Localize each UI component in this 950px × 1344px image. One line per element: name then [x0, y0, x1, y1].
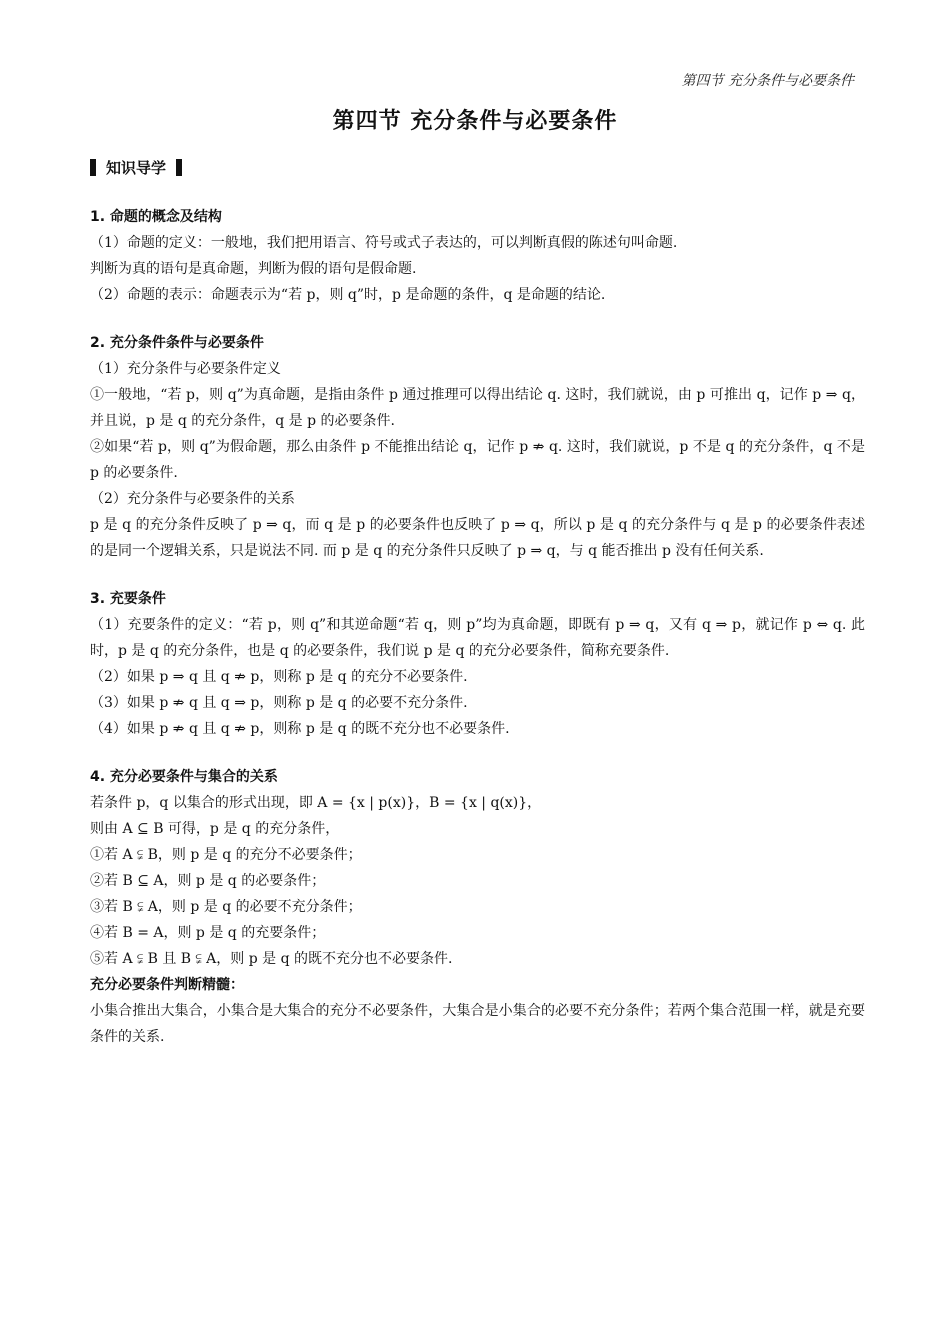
paragraph-line: （3）如果 p ⇏ q 且 q ⇒ p，则称 p 是 q 的必要不充分条件. — [90, 695, 468, 711]
section-3 — [90, 586, 865, 742]
content — [90, 198, 865, 1072]
section-heading: 1. 命题的概念及结构 — [90, 209, 222, 225]
section-heading: 4. 充分必要条件与集合的关系 — [90, 769, 278, 785]
right-bar-icon — [176, 159, 182, 176]
essence-label: 充分必要条件判断精髓： — [90, 977, 244, 993]
section-heading: 3. 充要条件 — [90, 591, 166, 607]
list-item: ③若 B ⫋ A，则 p 是 q 的必要不充分条件； — [90, 899, 362, 915]
paragraph-line: 若条件 p，q 以集合的形式出现，即 A = {x | p(x)}，B = {x | q(x)}， — [90, 795, 542, 811]
paragraph-line: （2）命题的表示：命题表示为“若 p，则 q”时，p 是命题的条件，q 是命题的结论. — [90, 287, 606, 303]
list-item: ④若 B = A，则 p 是 q 的充要条件； — [90, 925, 326, 941]
paragraph-line: 判断为真的语句是真命题，判断为假的语句是假命题. — [90, 261, 417, 277]
paragraph-line: （1）充分条件与必要条件定义 — [90, 361, 281, 377]
section-4 — [90, 764, 865, 1050]
page-title: 第四节 充分条件与必要条件 — [332, 109, 618, 134]
paragraph: ①一般地，“若 p，则 q”为真命题，是指由条件 p 通过推理可以得出结论 q. 这时，我们就说，由 p 可推出 q，记作 p ⇒ q，并且说，p 是 q 的充分条件，q 是 p 的必要条件. — [90, 387, 865, 429]
left-bar-icon — [90, 159, 96, 176]
paragraph: （1）充要条件的定义：“若 p，则 q”和其逆命题“若 q，则 p”均为真命题，即既有 p ⇒ q，又有 q ⇒ p，就记作 p ⇔ q. 此时，p 是 q 的充分条件，也是 q 的必要条件，我们说 p 是 q 的充分必要条件，简称充要条件. — [90, 617, 865, 659]
list-item: ①若 A ⫋ B，则 p 是 q 的充分不必要条件； — [90, 847, 362, 863]
paragraph-line: （2）充分条件与必要条件的关系 — [90, 491, 295, 507]
list-item: ②若 B ⊆ A，则 p 是 q 的必要条件； — [90, 873, 326, 889]
running-header: 第四节 充分条件与必要条件 — [681, 73, 854, 89]
section-2 — [90, 330, 865, 564]
paragraph-line: （1）命题的定义：一般地，我们把用语言、符号或式子表达的，可以判断真假的陈述句叫命题. — [90, 235, 678, 251]
paragraph-line: （4）如果 p ⇏ q 且 q ⇏ p，则称 p 是 q 的既不充分也不必要条件. — [90, 721, 510, 737]
paragraph: p 是 q 的充分条件反映了 p ⇒ q，而 q 是 p 的必要条件也反映了 p ⇒ q，所以 p 是 q 的充分条件与 q 是 p 的必要条件表述的是同一个逻辑关系，只是说法不同. 而 p 是 q 的充分条件只反映了 p ⇒ q，与 q 能否推出 p 没有任何关系. — [90, 517, 865, 559]
essence-text: 小集合推出大集合，小集合是大集合的充分不必要条件，大集合是小集合的必要不充分条件；若两个集合范围一样，就是充要条件的关系. — [90, 1003, 865, 1045]
paragraph-line: （2）如果 p ⇒ q 且 q ⇏ p，则称 p 是 q 的充分不必要条件. — [90, 669, 468, 685]
paragraph-line: 则由 A ⊆ B 可得，p 是 q 的充分条件， — [90, 821, 340, 837]
section-heading: 2. 充分条件条件与必要条件 — [90, 335, 264, 351]
guide-label: 知识导学 — [106, 159, 167, 177]
list-item: ⑤若 A ⫋ B 且 B ⫋ A，则 p 是 q 的既不充分也不必要条件. — [90, 951, 453, 967]
paragraph: ②如果“若 p，则 q”为假命题，那么由条件 p 不能推出结论 q，记作 p ⇏ q. 这时，我们就说，p 不是 q 的充分条件，q 不是 p 的必要条件. — [90, 439, 865, 481]
section-label-knowledge-guide — [90, 157, 182, 178]
section-1 — [90, 204, 865, 308]
